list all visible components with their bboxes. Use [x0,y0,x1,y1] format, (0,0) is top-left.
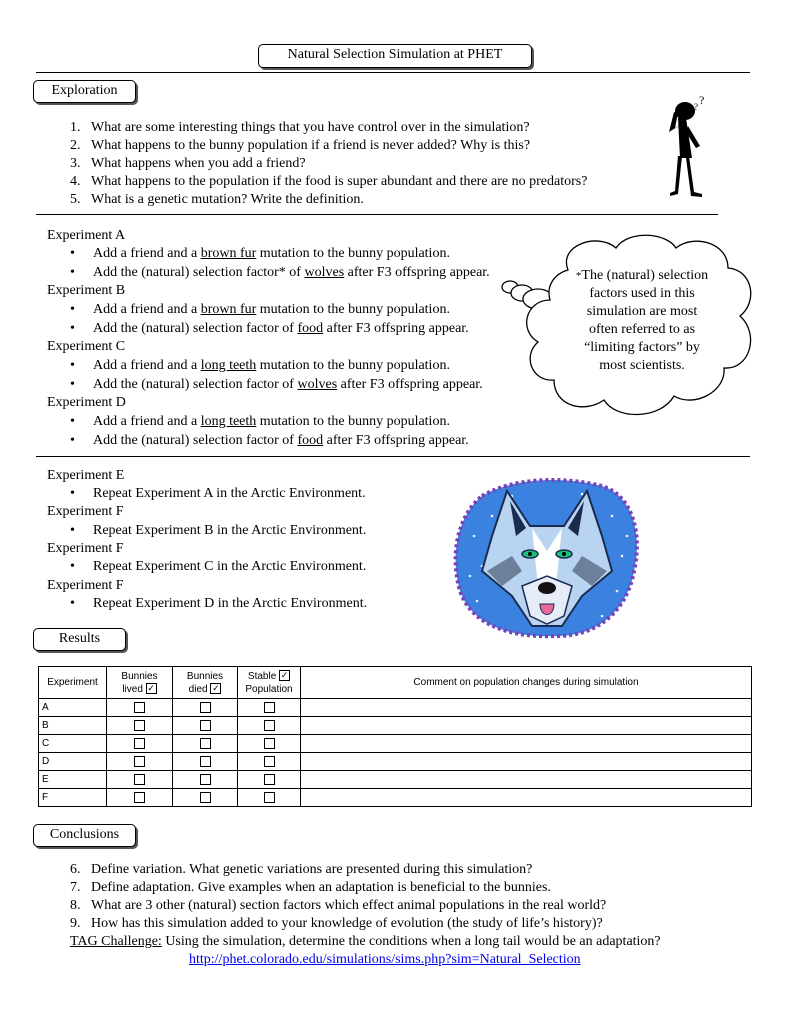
col-experiment: Experiment [39,667,107,699]
experiment-step: • Add a friend and a long teeth mutation to the bunny population. [93,413,450,431]
experiment-label: Experiment C [47,339,126,354]
died-checkbox[interactable] [200,702,211,713]
lived-checkbox[interactable] [134,756,145,767]
stable-checkbox[interactable] [264,738,275,749]
results-table [38,666,752,807]
died-checkbox[interactable] [200,792,211,803]
comment-cell[interactable] [301,771,752,789]
lived-checkbox[interactable] [134,720,145,731]
results-heading: Results [33,628,126,651]
question-9: 9. How has this simulation added to your knowledge of evolution (the study of life’s history)? [70,916,603,931]
question-6: 6. Define variation. What genetic variations are presented during this simulation? [70,862,533,877]
comment-cell[interactable] [301,789,752,807]
table-row [39,699,752,717]
experiment-step: • Add a friend and a long teeth mutation to the bunny population. [93,357,450,375]
stable-checkbox[interactable] [264,720,275,731]
page-title: Natural Selection Simulation at PHET [258,44,532,68]
lived-checkbox[interactable] [134,774,145,785]
table-row [39,789,752,807]
experiment-label: Experiment F [47,578,124,593]
svg-text:?: ? [694,102,698,112]
died-checkbox[interactable] [200,774,211,785]
question-7: 7. Define adaptation. Give examples when an adaptation is beneficial to the bunnies. [70,880,551,895]
died-checkbox[interactable] [200,720,211,731]
question-1: 1. What are some interesting things that you have control over in the simulation? [70,120,530,135]
experiment-label: Experiment A [47,228,126,243]
conclusions-heading: Conclusions [33,824,136,847]
exploration-heading: Exploration [33,80,136,103]
svg-text:?: ? [699,93,705,107]
comment-cell[interactable] [301,735,752,753]
experiment-label: Experiment E [47,468,125,483]
table-row [39,753,752,771]
tag-challenge: TAG Challenge: Using the simulation, determine the conditions when a long tail would be an adaptation? [70,934,661,949]
comment-cell[interactable] [301,699,752,717]
experiment-step: • Repeat Experiment A in the Arctic Environment. [93,485,366,503]
row-label: E [39,771,107,789]
experiment-step: • Repeat Experiment B in the Arctic Environment. [93,522,366,540]
lived-checkbox[interactable] [134,738,145,749]
comment-cell[interactable] [301,717,752,735]
experiment-step: • Repeat Experiment D in the Arctic Environment. [93,595,367,613]
row-label: F [39,789,107,807]
divider-2 [36,456,750,457]
experiment-label: Experiment B [47,283,126,298]
question-2: 2. What happens to the bunny population if a friend is never added? Why is this? [70,138,531,153]
died-checkbox[interactable] [200,756,211,767]
cloud-note: *The (natural) selection factors used in this simulation are most often referred to as “limiting factors” by most scientists. [575,268,709,373]
experiment-label: Experiment D [47,395,126,410]
experiment-step: • Add a friend and a brown fur mutation to the bunny population. [93,301,450,319]
stable-checkbox[interactable] [264,774,275,785]
col-comment: Comment on population changes during simulation [301,667,752,699]
experiment-step: • Add the (natural) selection factor* of wolves after F3 offspring appear. [93,264,490,282]
row-label: B [39,717,107,735]
phet-link[interactable]: http://phet.colorado.edu/simulations/sims.php?sim=Natural_Selection [189,952,581,967]
row-label: C [39,735,107,753]
divider-1 [36,214,718,215]
col-bunnies-died: Bunnies died ✓ [173,667,238,699]
stable-checkbox[interactable] [264,756,275,767]
title-divider [36,72,750,73]
wolf-icon [452,476,642,640]
experiment-step: • Add a friend and a brown fur mutation to the bunny population. [93,245,450,263]
experiment-step: • Add the (natural) selection factor of food after F3 offspring appear. [93,432,469,450]
stable-checkbox[interactable] [264,702,275,713]
table-row [39,717,752,735]
table-header-row [39,667,752,699]
died-checkbox[interactable] [200,738,211,749]
thinking-figure-icon [656,90,716,202]
comment-cell[interactable] [301,753,752,771]
experiment-label: Experiment F [47,541,124,556]
question-4: 4. What happens to the population if the food is super abundant and there are no predators? [70,174,588,189]
table-row [39,771,752,789]
stable-checkbox[interactable] [264,792,275,803]
experiment-step: • Repeat Experiment C in the Arctic Environment. [93,558,366,576]
experiment-label: Experiment F [47,504,124,519]
experiment-step: • Add the (natural) selection factor of food after F3 offspring appear. [93,320,469,338]
row-label: D [39,753,107,771]
question-5: 5. What is a genetic mutation? Write the definition. [70,192,364,207]
col-stable-population: Stable ✓ Population [238,667,301,699]
question-8: 8. What are 3 other (natural) section factors which effect animal populations in the real world? [70,898,607,913]
row-label: A [39,699,107,717]
experiment-step: • Add the (natural) selection factor of wolves after F3 offspring appear. [93,376,483,394]
col-bunnies-lived: Bunnies lived ✓ [107,667,173,699]
lived-checkbox[interactable] [134,792,145,803]
lived-checkbox[interactable] [134,702,145,713]
table-row [39,735,752,753]
question-3: 3. What happens when you add a friend? [70,156,306,171]
